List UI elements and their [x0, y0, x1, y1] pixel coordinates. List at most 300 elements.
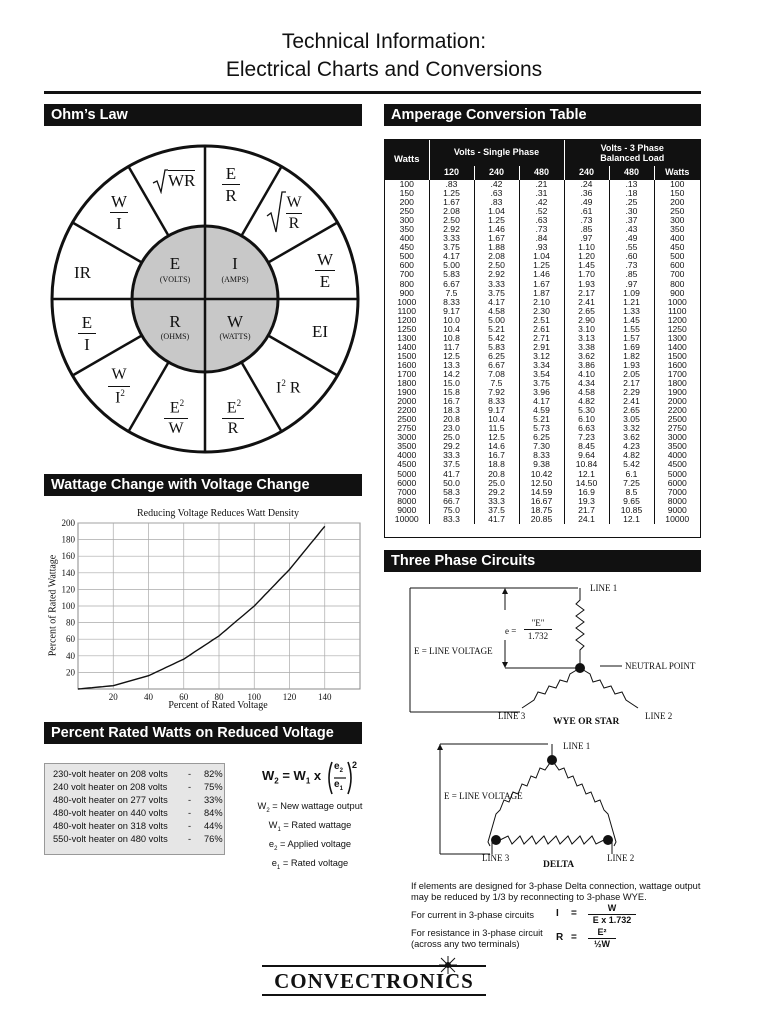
amp-subheader: 120: [429, 166, 474, 180]
center-w-symbol: W: [226, 312, 244, 331]
chart-x-axis-label: Percent of Rated Voltage: [168, 700, 268, 711]
amp-table-cell: 58.3: [429, 488, 474, 497]
chart-y-axis-label: Percent of Rated Wattage: [47, 554, 59, 657]
amp-table-cell: 900: [670, 287, 685, 298]
amp-table-cell: 1400: [667, 341, 687, 352]
wye-phase-voltage-numerator: "E": [531, 618, 545, 628]
e2-over-w-numerator: $E^2$: [169, 398, 185, 417]
amp-table-cell: 7.5: [474, 379, 519, 388]
amp-table-cell: 1300: [667, 332, 687, 343]
amp-table-cell: 10.84: [564, 460, 609, 469]
amp-table-cell: 5.21: [519, 415, 564, 424]
amp-table-cell: 8.45: [564, 442, 609, 451]
amp-watts-header: Watts: [393, 154, 420, 166]
amp-table-cell: 2.41: [609, 397, 654, 406]
amp-subheader: 240: [564, 166, 609, 180]
amp-table-cell: 450: [385, 243, 429, 252]
amp-table-cell: 2.50: [429, 216, 474, 225]
amp-table-cell: 1.70: [564, 270, 609, 279]
amp-table-cell: 12.5: [474, 433, 519, 442]
amp-table-cell: 6.63: [564, 424, 609, 433]
chart-x-tick-label: 120: [282, 692, 297, 702]
amp-table-cell: 800: [385, 280, 429, 289]
amp-table-cell: 20.85: [519, 515, 564, 524]
page-title-line-1: Technical Information:: [281, 30, 487, 53]
amp-table-cell: 400: [385, 234, 429, 243]
w-over-e-denominator: E: [319, 272, 331, 291]
amp-table-cell: .43: [609, 225, 654, 234]
percent-rated-text: 240 volt heater on 208 volts: [53, 782, 168, 792]
delta-line-2-label: LINE 2: [607, 853, 635, 863]
amp-table-cell: 100: [670, 179, 685, 189]
amp-table-cell: 1.67: [519, 280, 564, 289]
amp-table-cell: 600: [670, 260, 685, 271]
amp-table-cell: 2500: [667, 414, 687, 425]
resistance-formula-denominator: ½W: [593, 939, 610, 949]
chart-x-tick-label: 100: [247, 692, 261, 702]
amp-table-cell: 2750: [385, 424, 429, 433]
amp-table-cell: 6.10: [564, 415, 609, 424]
w-over-e-numerator: W: [316, 250, 334, 269]
amp-table-cell: 1250: [385, 325, 429, 334]
ohms-law-wheel: [50, 138, 362, 460]
chart-title: Reducing Voltage Reduces Watt Density: [137, 508, 299, 519]
amp-table-cell: .63: [474, 189, 519, 198]
amp-table-cell: 2500: [385, 415, 429, 424]
amp-table-cell: 1.87: [519, 289, 564, 298]
amp-table-cell: 100: [385, 180, 429, 189]
amp-table-cell: 1.69: [609, 343, 654, 352]
amp-table-cell: 500: [385, 252, 429, 261]
amp-table-cell: 1200: [667, 314, 687, 325]
percent-rated-header: Percent Rated Watts on Reduced Voltage: [44, 722, 362, 744]
amp-table-cell: 4.59: [519, 406, 564, 415]
percent-rated-pct: 82%: [204, 769, 223, 779]
amp-table-cell: 33.3: [429, 451, 474, 460]
amp-table-cell: 37.5: [474, 506, 519, 515]
amp-table-cell: 41.7: [429, 470, 474, 479]
amp-table-cell: 9.38: [519, 460, 564, 469]
amp-table-cell: 5000: [385, 470, 429, 479]
amp-table-cell: 5000: [667, 468, 687, 479]
chart-x-tick-label: 80: [214, 692, 224, 702]
amp-table-cell: 2.61: [519, 325, 564, 334]
percent-rated-pct: 44%: [204, 821, 223, 831]
percent-rated-pct: 84%: [204, 808, 223, 818]
amp-table-cell: 350: [385, 225, 429, 234]
sqrt-w-over-r-radical: [266, 190, 286, 234]
amp-table-cell: 1.04: [474, 207, 519, 216]
amp-table-cell: 2.08: [429, 207, 474, 216]
amp-table-cell: 4.10: [564, 370, 609, 379]
wye-line-3-label: LINE 3: [498, 711, 526, 721]
amp-table-cell: 300: [385, 216, 429, 225]
amp-table-cell: 700: [670, 269, 685, 280]
amp-table-cell: 2000: [385, 397, 429, 406]
amp-table-cell: 1.33: [609, 307, 654, 316]
amp-table-cell: 1.46: [474, 225, 519, 234]
amp-table-cell: 3500: [667, 441, 687, 452]
resistance-formula-label: For resistance in 3-phase circuit: [411, 928, 543, 938]
amp-table-cell: .52: [519, 207, 564, 216]
percent-rated-item: [53, 768, 224, 781]
amp-table-cell: 1800: [385, 379, 429, 388]
amp-table-cell: 9.65: [609, 497, 654, 506]
center-r-symbol: R: [169, 312, 181, 331]
percent-rated-text: 230-volt heater on 208 volts: [53, 769, 168, 779]
wye-line-2-label: LINE 2: [645, 711, 673, 721]
amp-table-cell: 4.82: [609, 451, 654, 460]
center-amps-label: (AMPS): [221, 275, 249, 284]
percent-rated-text: 550-volt heater on 480 volts: [53, 834, 168, 844]
percent-rated-dash: -: [188, 795, 192, 805]
e2-over-r-numerator: $E^2$: [226, 398, 242, 417]
wye-phase-voltage-denominator: 1.732: [527, 631, 549, 641]
w-over-i-numerator: W: [110, 192, 128, 211]
chart-x-tick-label: 40: [144, 692, 153, 702]
i2r-formula: [276, 378, 301, 397]
amp-table-cell: 2.51: [519, 316, 564, 325]
amp-table-cell: 7000: [385, 488, 429, 497]
amp-table-cell: 25.0: [429, 433, 474, 442]
amp-table-cell: 4.34: [564, 379, 609, 388]
amp-table-cell: 1.20: [564, 252, 609, 261]
percent-rated-pct: 76%: [204, 834, 223, 844]
amp-table-cell: 13.3: [429, 361, 474, 370]
amp-table-cell: 150: [385, 189, 429, 198]
formula-legend-item: $e_1$ = Rated voltage: [271, 857, 349, 871]
amp-table-cell: 6.25: [519, 433, 564, 442]
amp-table-cell: 3.75: [519, 379, 564, 388]
amp-table-cell: 18.8: [474, 460, 519, 469]
amp-table-cell: 10000: [385, 515, 429, 524]
amp-table-cell: 1.55: [609, 325, 654, 334]
amp-table-cell: 23.0: [429, 424, 474, 433]
amp-table-cell: 1250: [667, 323, 687, 334]
e-over-i-numerator: E: [81, 313, 93, 332]
amp-table-cell: 300: [670, 215, 685, 226]
amp-table-cell: 3.13: [564, 334, 609, 343]
amp-table-cell: 3.32: [609, 424, 654, 433]
ir-formula: IR: [74, 263, 91, 282]
e-over-r-denominator: R: [225, 186, 237, 205]
amp-table-cell: 200: [670, 197, 685, 208]
amp-table-cell: .42: [519, 198, 564, 207]
amp-table-cell: 12.1: [609, 515, 654, 524]
chart-x-tick-label: 20: [108, 692, 118, 702]
center-i-symbol: I: [232, 254, 238, 273]
percent-rated-item: [53, 794, 224, 807]
amp-table-cell: 15.0: [429, 379, 474, 388]
amp-table-cell: 800: [670, 278, 685, 289]
current-formula-symbol: I: [556, 908, 559, 919]
amp-table-cell: 1.82: [609, 352, 654, 361]
chart-y-tick-label: 100: [61, 601, 75, 611]
amp-table-cell: .85: [609, 270, 654, 279]
amp-table-cell: 2.91: [519, 343, 564, 352]
amp-table-cell: .25: [609, 198, 654, 207]
brand-rule-bottom: [262, 994, 486, 996]
amp-table-cell: 1.57: [609, 334, 654, 343]
amp-table-cell: 150: [670, 188, 685, 199]
amp-table-cell: 8.5: [609, 488, 654, 497]
amp-table-cell: 450: [670, 242, 685, 253]
amp-three-phase-header: Volts - 3 Phase Balanced Load: [564, 140, 700, 166]
amp-table-cell: 10.42: [519, 470, 564, 479]
resistance-formula-symbol: R: [556, 932, 564, 943]
amp-table-cell: 14.6: [474, 442, 519, 451]
amp-table-cell: 75.0: [429, 506, 474, 515]
wye-neutral-point-label: NEUTRAL POINT: [625, 661, 696, 671]
amp-table-cell: 1.67: [429, 198, 474, 207]
percent-rated-text: 480-volt heater on 277 volts: [53, 795, 168, 805]
amp-table-cell: .30: [609, 207, 654, 216]
percent-rated-item: [53, 807, 224, 820]
amp-table-cell: 14.2: [429, 370, 474, 379]
wye-line-1-label: LINE 1: [590, 583, 618, 593]
amp-table-cell: 19.3: [564, 497, 609, 506]
amp-table-cell: 50.0: [429, 479, 474, 488]
sqrt-w-over-r-denominator: R: [288, 215, 300, 232]
chart-y-tick-label: 60: [66, 634, 75, 645]
amp-table-cell: 2.17: [564, 289, 609, 298]
amp-table-cell: .31: [519, 189, 564, 198]
amp-table-cell: 11.7: [429, 343, 474, 352]
amp-table-cell: 83.3: [429, 515, 474, 524]
amp-table-cell: 5.73: [519, 424, 564, 433]
amp-table-cell: 3.75: [474, 289, 519, 298]
amp-table-cell: .83: [429, 180, 474, 189]
formula-legend-item: $W_1$ = Rated wattage: [268, 819, 352, 833]
amp-table-cell: 1.46: [519, 270, 564, 279]
amp-table-cell: 7.5: [429, 289, 474, 298]
amp-table-cell: 4.23: [609, 442, 654, 451]
amp-table-cell: 16.7: [429, 397, 474, 406]
e2-over-w-denominator: W: [168, 420, 184, 437]
amp-table-cell: 9000: [667, 504, 687, 515]
wattage-chart: [44, 514, 362, 714]
chart-y-tick-label: 20: [66, 667, 75, 678]
amp-table-cell: 350: [670, 224, 685, 235]
amp-table-cell: 2.17: [609, 379, 654, 388]
amp-table-cell: 18.3: [429, 406, 474, 415]
amp-table-cell: 2.30: [519, 307, 564, 316]
amp-table-cell: .97: [609, 280, 654, 289]
amp-table-cell: 7000: [667, 486, 687, 497]
current-formula-denominator: E x 1.732: [592, 915, 632, 925]
amp-table-cell: .61: [564, 207, 609, 216]
amp-table-cell: 6.67: [429, 280, 474, 289]
amp-table-cell: 4.17: [474, 298, 519, 307]
amp-table-cell: 5.83: [429, 270, 474, 279]
wye-phase-voltage-bar: [524, 629, 552, 630]
amp-table-cell: 66.7: [429, 497, 474, 506]
chart-y-tick-label: 40: [66, 650, 75, 661]
amp-table-cell: 6.1: [609, 470, 654, 479]
amp-table-cell: 3.86: [564, 361, 609, 370]
amperage-table: [384, 139, 701, 538]
amp-table-cell: 8000: [667, 495, 687, 506]
amp-table-cell: 10.8: [429, 334, 474, 343]
amp-table-cell: 5.21: [474, 325, 519, 334]
delta-caption: DELTA: [543, 860, 575, 870]
amp-table-cell: 25.0: [474, 479, 519, 488]
amp-table-cell: 4000: [667, 450, 687, 461]
amp-table-cell: .84: [519, 234, 564, 243]
amp-table-cell: 3.10: [564, 325, 609, 334]
amp-table-cell: 5.83: [474, 343, 519, 352]
amp-table-cell: 9.17: [474, 406, 519, 415]
amp-table-cell: 16.7: [474, 451, 519, 460]
center-volts-label: (VOLTS): [159, 275, 191, 284]
amp-table-cell: 6000: [667, 477, 687, 488]
amp-table-cell: 500: [670, 251, 685, 262]
wye-reduction-note: If elements are designed for 3-phase Delta connection, wattage output may be reduced by 1/3 by reconnecting to 3-phase WYE.: [411, 881, 701, 902]
amp-table-cell: 1900: [667, 387, 687, 398]
amp-table-cell: 1.45: [564, 261, 609, 270]
i2r-exponent: 2: [281, 378, 286, 388]
amp-table-cell: 3.62: [609, 433, 654, 442]
amp-table-cell: 1000: [385, 298, 429, 307]
amp-table-cell: 4.17: [429, 252, 474, 261]
three-phase-header: Three Phase Circuits: [384, 550, 701, 572]
formula-legend: [250, 799, 370, 874]
amp-table-cell: 3.96: [519, 388, 564, 397]
chart-y-tick-label: 200: [61, 518, 75, 528]
amp-table-cell: 2000: [667, 396, 687, 407]
percent-rated-text: 480-volt heater on 440 volts: [53, 808, 168, 818]
amp-table-cell: 24.1: [564, 515, 609, 524]
amp-subheader: 240: [474, 166, 519, 180]
amp-table-cell: 7.25: [609, 479, 654, 488]
amp-table-cell: 5.30: [564, 406, 609, 415]
center-e-symbol: E: [169, 254, 181, 273]
w-over-i2-numerator: W: [111, 366, 127, 383]
amp-table-cell: 2.92: [474, 270, 519, 279]
amp-table-cell: 6000: [385, 479, 429, 488]
amp-table-cell: 2.65: [609, 406, 654, 415]
amp-table-cell: 16.9: [564, 488, 609, 497]
current-formula-label: For current in 3-phase circuits: [411, 910, 534, 920]
amp-table-cell: 1300: [385, 334, 429, 343]
amp-table-cell: .18: [609, 189, 654, 198]
amp-table-cell: 4500: [667, 459, 687, 470]
amp-table-cell: .63: [519, 216, 564, 225]
amp-table-cell: 2.71: [519, 334, 564, 343]
formula-numerator: $e_2$: [334, 761, 343, 774]
delta-line-voltage-label: E = LINE VOLTAGE: [444, 791, 523, 801]
amp-table-cell: 1600: [385, 361, 429, 370]
amp-table-cell: 3.33: [474, 280, 519, 289]
amp-table-cell: 1700: [667, 368, 687, 379]
amp-table-cell: 3.54: [519, 370, 564, 379]
amp-table-cell: 4000: [385, 451, 429, 460]
i2r-tail: R: [285, 379, 301, 397]
amp-table-cell: 1.25: [429, 189, 474, 198]
amp-table-cell: 29.2: [429, 442, 474, 451]
chart-y-tick-label: 80: [66, 617, 75, 628]
amp-table-cell: 3000: [385, 433, 429, 442]
amp-table-cell: 7.92: [474, 388, 519, 397]
amp-table-cell: 4.58: [564, 388, 609, 397]
e-over-r-numerator: E: [225, 164, 237, 183]
delta-line-3-label: LINE 3: [482, 853, 510, 863]
amp-table-cell: 2.90: [564, 316, 609, 325]
e-over-i-denominator: I: [84, 335, 90, 354]
percent-rated-pct: 75%: [204, 782, 223, 792]
amp-table-cell: .21: [519, 180, 564, 189]
amp-table-cell: 3500: [385, 442, 429, 451]
amp-table-cell: 1800: [667, 378, 687, 389]
amp-table-cell: 900: [385, 289, 429, 298]
percent-rated-dash: -: [188, 834, 192, 844]
delta-line-1-label: LINE 1: [563, 741, 591, 751]
i2r-base: I: [276, 379, 282, 397]
amp-table-cell: 2.10: [519, 298, 564, 307]
amp-table-cell: 16.67: [519, 497, 564, 506]
amp-table-cell: 1000: [667, 296, 687, 307]
amp-table-cell: 21.7: [564, 506, 609, 515]
amp-table-cell: 41.7: [474, 515, 519, 524]
amp-table-cell: 7.08: [474, 370, 519, 379]
w-over-i-denominator: I: [116, 214, 122, 233]
amp-table-cell: 3.75: [429, 243, 474, 252]
wye-phase-voltage-symbol: e =: [505, 626, 517, 636]
amp-subheader: Watts: [654, 166, 700, 180]
amp-table-cell: 2.05: [609, 370, 654, 379]
amp-table-cell: 2.41: [564, 298, 609, 307]
page-title-line-2: Electrical Charts and Conversions: [225, 58, 543, 81]
amp-table-cell: 2750: [667, 423, 687, 434]
amp-table-cell: 2.29: [609, 388, 654, 397]
amp-table-cell: 6.25: [474, 352, 519, 361]
amp-table-cell: 4.17: [519, 397, 564, 406]
amp-table-cell: 8.33: [519, 451, 564, 460]
brand-rule-top: [262, 965, 486, 967]
amp-table-cell: 1600: [667, 359, 687, 370]
amp-table-cell: 4.82: [564, 397, 609, 406]
amp-table-cell: 1.25: [474, 216, 519, 225]
amp-table-cell: 14.59: [519, 488, 564, 497]
amp-table-cell: 2.50: [474, 261, 519, 270]
amp-table-cell: .73: [609, 261, 654, 270]
amp-table-cell: 6.67: [474, 361, 519, 370]
chart-x-tick-label: 60: [179, 692, 189, 702]
amp-table-cell: 20.8: [429, 415, 474, 424]
amp-table-cell: 12.50: [519, 479, 564, 488]
amp-table-cell: 12.1: [564, 470, 609, 479]
amp-table-cell: 14.50: [564, 479, 609, 488]
amp-table-cell: 8000: [385, 497, 429, 506]
amp-table-cell: 3.05: [609, 415, 654, 424]
percent-rated-item: [53, 781, 224, 794]
amp-table-cell: 4.58: [474, 307, 519, 316]
resistance-formula-numerator: E²: [597, 927, 607, 937]
amp-table-cell: 200: [385, 198, 429, 207]
amp-table-cell: 700: [385, 270, 429, 279]
percent-rated-dash: -: [188, 808, 192, 818]
amp-table-cell: 20.8: [474, 470, 519, 479]
amp-table-cell: .37: [609, 216, 654, 225]
percent-rated-dash: -: [188, 782, 192, 792]
chart-y-tick-label: 160: [61, 551, 75, 562]
amp-table-cell: 2.65: [564, 307, 609, 316]
amp-table-cell: 250: [385, 207, 429, 216]
amp-table-cell: 3000: [667, 432, 687, 443]
amp-subheader: 480: [609, 166, 654, 180]
amp-table-cell: .49: [609, 234, 654, 243]
amp-table-cell: .13: [609, 180, 654, 189]
